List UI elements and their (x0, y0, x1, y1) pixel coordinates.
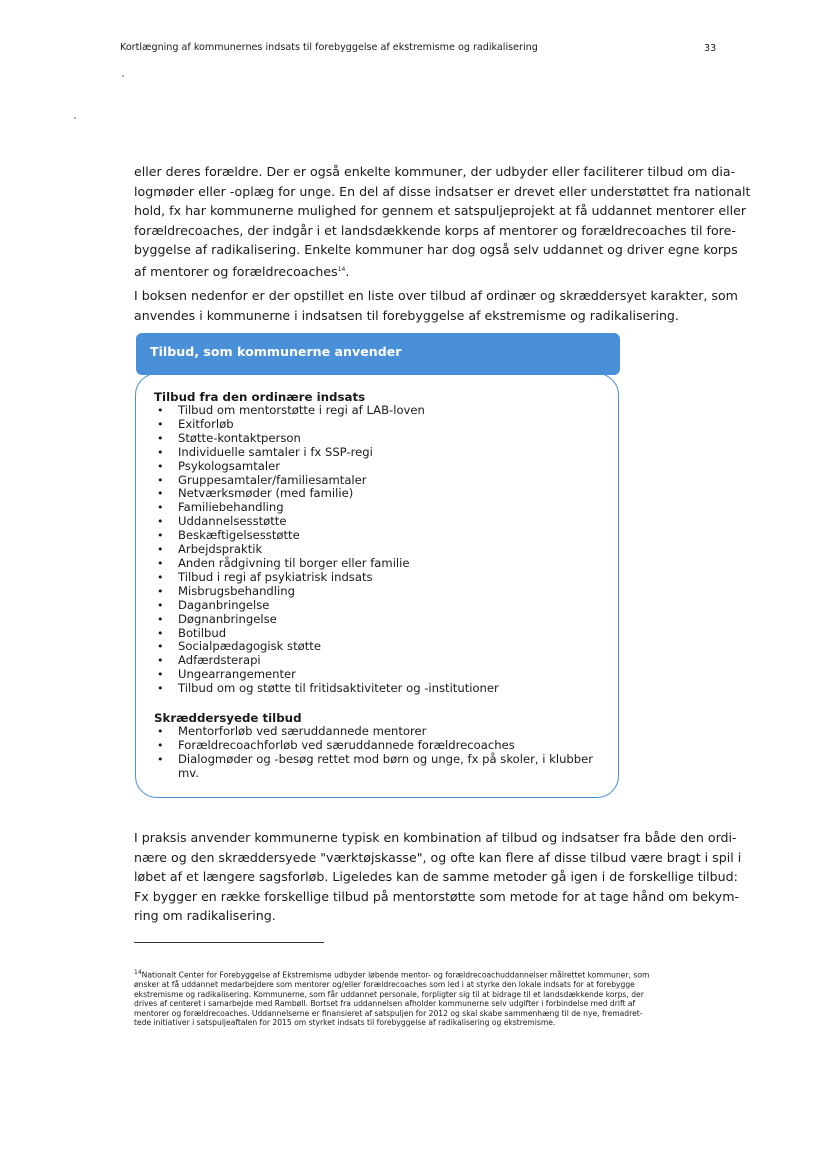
footnote-reference[interactable]: 14 (337, 265, 346, 273)
bullet-icon: • (157, 445, 164, 459)
paragraph-line: forældrecoaches, der indgår i et landsdækkende korps af mentorer og forældrecoaches til fore- (134, 222, 736, 238)
bullet-icon: • (157, 404, 164, 417)
bullet-icon: • (157, 417, 164, 431)
bullet-icon: • (157, 752, 164, 766)
paragraph-2 (134, 286, 738, 325)
box-list-item-text: Arbejdspraktik (178, 542, 263, 557)
bullet-icon: • (157, 459, 164, 473)
footnote-line: tede initiativer i satspuljeaftalen for 2015 om styrket indsats til forebyggelse af radikalisering og ekstremisme. (134, 1018, 556, 1028)
bullet-icon: • (157, 556, 164, 570)
paragraph-line: af mentorer og forældrecoaches (134, 264, 338, 280)
box-list-item (150, 654, 499, 668)
bullet-icon: • (157, 612, 164, 626)
box-list-item (150, 668, 499, 682)
box-list-item-text: Misbrugsbehandling (178, 583, 295, 598)
box-list-item (150, 529, 499, 543)
scan-speck (122, 75, 124, 77)
box-list-item-text: Tilbud om mentorstøtte i regi af LAB-loven (178, 403, 425, 417)
bullet-icon: • (157, 725, 164, 738)
box-list-item (150, 487, 499, 501)
paragraph-line: løbet af et længere sagsforløb. Ligeledes kan de samme metoder gå igen i de forskellige tilbud: (134, 869, 738, 885)
paragraph-line: anvendes i kommunerne i indsatsen til forebyggelse af ekstremisme og radikalisering. (134, 307, 679, 323)
box-list-item (150, 460, 499, 474)
box-list-item-text: Netværksmøder (med familie) (178, 486, 354, 501)
box-list-item-text: Tilbud om og støtte til fritidsaktiviteter og -institutioner (178, 681, 499, 696)
box-list-item (150, 682, 499, 696)
paragraph-last-line (134, 260, 734, 282)
offers-box-header (136, 333, 620, 375)
footnote-line: mentorer og forældrecoaches. Uddannelserne er finansieret af satspuljen for 2012 og skal skabe sammenhæng til de nye, fremadret- (134, 1008, 643, 1018)
box-list-item (150, 404, 499, 418)
paragraph-line: I praksis anvender kommunerne typisk en kombination af tilbud og indsatser fra både den ordi- (134, 830, 737, 845)
box-list-item (150, 739, 593, 753)
paragraph-line: eller deres forældre. Der er også enkelte kommuner, der udbyder eller faciliterer tilbud om dia- (134, 164, 736, 179)
bullet-icon: • (157, 473, 164, 487)
box-list-item (150, 640, 499, 654)
bullet-icon: • (157, 570, 164, 584)
box-list-item (150, 613, 499, 627)
bullet-icon: • (157, 529, 164, 543)
footnote (134, 968, 724, 1028)
bullet-icon: • (157, 515, 164, 529)
paragraph-line: nære og den skræddersyede "værktøjskasse", og ofte kan flere af disse tilbud være bragt i spil i (134, 849, 742, 865)
box-list-item (150, 515, 499, 529)
box-list-item-text: Ungearrangementer (178, 667, 296, 682)
ordinary-offers-list (150, 404, 499, 696)
footnote-mark: 14 (134, 969, 142, 976)
ordinary-offers-heading: Tilbud fra den ordinære indsats (154, 390, 366, 404)
bullet-icon: • (157, 626, 164, 640)
offers-box-title: Tilbud, som kommunerne anvender (150, 344, 402, 359)
paragraph-line: ring om radikalisering. (134, 908, 276, 924)
box-list-item-text: Daganbringelse (178, 597, 270, 612)
box-list-item (150, 501, 499, 515)
box-list-item (150, 446, 499, 460)
footnote-line: ønsker at få uddannet medarbejdere som mentorer og/eller forældrecoaches som led i at styrke den lokale indsats for at forebygge (134, 980, 635, 990)
page-number: 33 (704, 43, 717, 54)
bullet-icon: • (157, 654, 164, 668)
bullet-icon: • (157, 640, 164, 654)
footnote-line (134, 968, 724, 980)
box-list-item (150, 543, 499, 557)
footnote-text: Nationalt Center for Forebyggelse af Ekstremisme udbyder løbende mentor- og forældrecoachuddannelser målrettet kommuner, som (141, 970, 650, 980)
box-list-item (150, 557, 499, 571)
box-list-item (150, 627, 499, 641)
box-list-item-text: Adfærdsterapi (178, 653, 261, 668)
bullet-icon: • (157, 487, 164, 501)
box-list-item-text: Døgnanbringelse (178, 611, 277, 626)
sentence-end: . (345, 264, 350, 280)
paragraph-line: I boksen nedenfor er der opstillet en liste over tilbud af ordinær og skræddersyet karakter, som (134, 288, 738, 303)
box-list-item-text: Støtte-kontaktperson (178, 430, 301, 445)
box-list-item-text: Psykologsamtaler (178, 458, 280, 473)
box-list-item (150, 474, 499, 488)
box-list-item-text: Dialogmøder og -besøg rettet mod børn og unge, fx på skoler, i klubber mv. (178, 751, 594, 780)
box-list-item-text: Forældrecoachforløb ved særuddannede forældrecoaches (178, 737, 515, 752)
bullet-icon: • (157, 584, 164, 598)
paragraph-line: Fx bygger en række forskellige tilbud på mentorstøtte som metode for at tage hånd om bekym- (134, 888, 740, 904)
box-list-item (150, 432, 499, 446)
box-list-item-text: Anden rådgivning til borger eller familie (178, 555, 410, 570)
box-list-item-text: Individuelle samtaler i fx SSP-regi (178, 444, 373, 459)
box-list-item-text: Uddannelsesstøtte (178, 514, 287, 529)
bullet-icon: • (157, 598, 164, 612)
box-list-item-text: Mentorforløb ved særuddannede mentorer (178, 724, 427, 738)
bullet-icon: • (157, 431, 164, 445)
box-list-item (150, 599, 499, 613)
paragraph-3 (134, 828, 742, 926)
box-list-item-text: Familiebehandling (178, 500, 284, 515)
box-list-item (150, 725, 593, 739)
box-list-item-text: Tilbud i regi af psykiatrisk indsats (178, 569, 373, 584)
tailored-offers-heading: Skræddersyede tilbud (154, 711, 302, 725)
box-list-item (150, 418, 499, 432)
box-list-item-text: Beskæftigelsesstøtte (178, 528, 300, 543)
bullet-icon: • (157, 738, 164, 752)
bullet-icon: • (157, 501, 164, 515)
footnote-line: drives af centeret i samarbejde med Rambøll. Bortset fra uddannelsen afholder kommunerne selv udgifter i forbindelse med drift af (134, 999, 636, 1009)
tailored-offers-list (150, 725, 593, 781)
footnote-divider (134, 942, 324, 943)
paragraph-1 (134, 162, 751, 282)
running-header: Kortlægning af kommunernes indsats til forebyggelse af ekstremisme og radikalisering (120, 42, 538, 53)
box-list-item-text: Gruppesamtaler/familiesamtaler (178, 472, 367, 487)
box-list-item-text: Botilbud (178, 625, 227, 640)
scan-speck (74, 117, 76, 119)
box-list-item (150, 571, 499, 585)
bullet-icon: • (157, 682, 164, 696)
paragraph-line: byggelse af radikalisering. Enkelte kommuner har dog også selv uddannet og driver egne korps (134, 242, 738, 258)
box-list-item-text: Exitforløb (178, 416, 234, 431)
box-list-item-text: Socialpædagogisk støtte (178, 639, 321, 654)
box-list-item (150, 585, 499, 599)
footnote-line: ekstremisme og radikalisering. Kommunerne, som får uddannet personale, forpligter sig til at bidrage til et landsdækkende korps, der (134, 989, 644, 999)
bullet-icon: • (157, 668, 164, 682)
paragraph-line: hold, fx har kommunerne mulighed for gennem et satspuljeprojekt at få uddannet mentorer eller (134, 203, 747, 219)
bullet-icon: • (157, 543, 164, 557)
box-list-item (150, 753, 593, 781)
paragraph-line: logmøder eller -oplæg for unge. En del af disse indsatser er drevet eller understøttet fra nationalt (134, 183, 751, 199)
